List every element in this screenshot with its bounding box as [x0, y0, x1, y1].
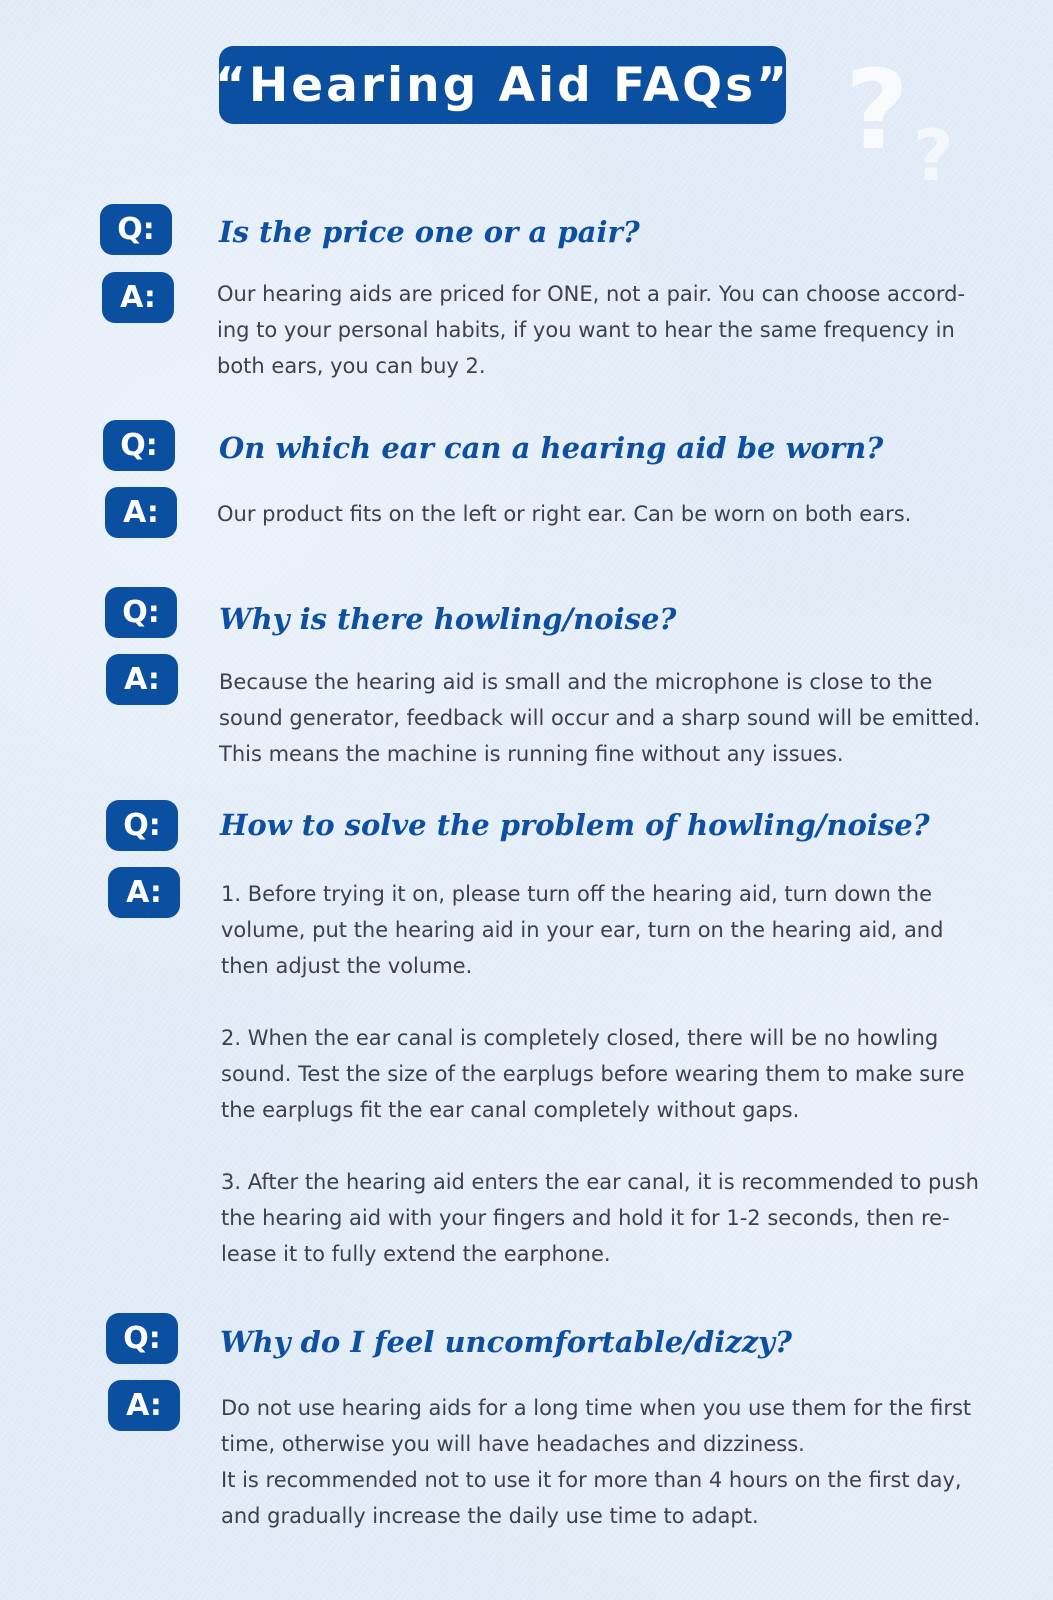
page-title: “Hearing Aid FAQs”: [219, 46, 786, 124]
a-badge-4: A:: [108, 867, 180, 918]
question-marks-icon: [845, 48, 995, 198]
answer-line: Our hearing aids are priced for ONE, not a pair. You can choose accord-: [217, 282, 966, 306]
a-badge-2: A:: [105, 487, 177, 538]
paragraph-gap: [221, 1128, 1021, 1164]
q-badge-1: Q:: [100, 204, 172, 255]
answer-line: Because the hearing aid is small and the microphone is close to the: [219, 670, 933, 694]
q-badge-3: Q:: [105, 587, 177, 638]
answer-3: [219, 664, 1019, 772]
answer-1: [217, 276, 1017, 384]
q-badge-2: Q:: [103, 420, 175, 471]
a-badge-1: A:: [102, 272, 174, 323]
svg-text:?: ?: [845, 48, 909, 174]
answer-line: volume, put the hearing aid in your ear, turn on the hearing aid, and: [221, 918, 944, 942]
answer-line: and gradually increase the daily use time to adapt.: [221, 1504, 759, 1528]
question-1: Is the price one or a pair?: [219, 215, 640, 249]
answer-5: [221, 1390, 1021, 1534]
answer-line: 2. When the ear canal is completely closed, there will be no howling: [221, 1026, 939, 1050]
answer-line: both ears, you can buy 2.: [217, 354, 486, 378]
svg-text:?: ?: [913, 115, 954, 197]
answer-line: ing to your personal habits, if you want to hear the same frequency in: [217, 318, 955, 342]
answer-line: This means the machine is running fine without any issues.: [219, 742, 844, 766]
a-badge-5: A:: [108, 1380, 180, 1431]
a-badge-3: A:: [106, 654, 178, 705]
answer-line: 1. Before trying it on, please turn off the hearing aid, turn down the: [221, 882, 933, 906]
answer-2: [217, 496, 1017, 532]
question-2: On which ear can a hearing aid be worn?: [219, 431, 884, 465]
q-badge-5: Q:: [106, 1313, 178, 1364]
q-badge-4: Q:: [106, 800, 178, 851]
answer-line: 3. After the hearing aid enters the ear canal, it is recommended to push: [221, 1170, 979, 1194]
answer-line: the hearing aid with your fingers and hold it for 1-2 seconds, then re-: [221, 1206, 950, 1230]
question-3: Why is there howling/noise?: [219, 602, 677, 636]
answer-line: Our product fits on the left or right ear. Can be worn on both ears.: [217, 502, 912, 526]
answer-line: time, otherwise you will have headaches and dizziness.: [221, 1432, 805, 1456]
question-4: How to solve the problem of howling/noise?: [220, 808, 930, 842]
paragraph-gap: [221, 984, 1021, 1020]
answer-line: Do not use hearing aids for a long time when you use them for the first: [221, 1396, 972, 1420]
answer-line: sound. Test the size of the earplugs before wearing them to make sure: [221, 1062, 965, 1086]
answer-line: the earplugs fit the ear canal completely without gaps.: [221, 1098, 800, 1122]
answer-line: sound generator, feedback will occur and a sharp sound will be emitted.: [219, 706, 981, 730]
answer-4: [221, 876, 1021, 1272]
answer-line: then adjust the volume.: [221, 954, 473, 978]
answer-line: It is recommended not to use it for more than 4 hours on the first day,: [221, 1468, 962, 1492]
question-5: Why do I feel uncomfortable/dizzy?: [220, 1325, 793, 1359]
answer-line: lease it to fully extend the earphone.: [221, 1242, 611, 1266]
